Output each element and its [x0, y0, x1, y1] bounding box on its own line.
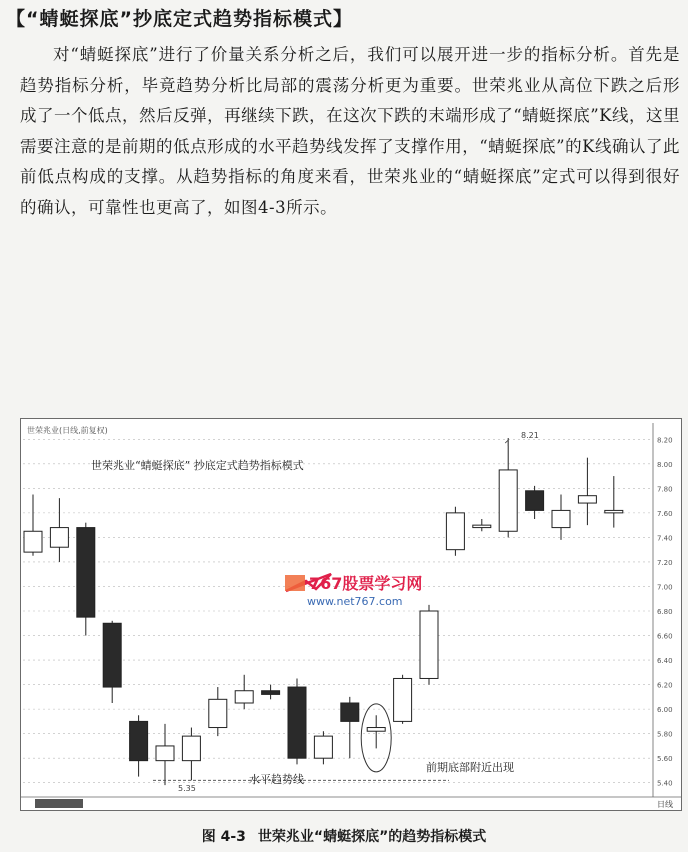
candle: [578, 458, 596, 525]
candle: [50, 498, 68, 562]
y-tick-label: 8.20: [657, 436, 673, 445]
watermark: [285, 574, 422, 608]
candle: [24, 494, 42, 555]
candle: [552, 494, 570, 539]
figure-4-3: [20, 418, 682, 811]
candle: [262, 685, 280, 700]
y-tick-label: 6.60: [657, 632, 673, 641]
candle: [314, 731, 332, 764]
y-tick-label: 6.40: [657, 657, 673, 666]
chart-title: 世荣兆业“蜻蜓探底” 抄底定式趋势指标模式: [91, 459, 304, 472]
chart-grid: [23, 439, 653, 782]
candle-body-up: [209, 699, 227, 727]
candle: [182, 728, 200, 781]
candle: [156, 724, 174, 785]
candle-body-up: [552, 510, 570, 527]
candle-body-up: [499, 470, 517, 531]
y-tick-label: 5.60: [657, 755, 673, 764]
y-tick-label: 6.00: [657, 706, 673, 715]
y-tick-label: 7.60: [657, 509, 673, 518]
y-tick-label: 8.00: [657, 460, 673, 469]
candle: [130, 715, 148, 776]
candle-body-down: [288, 687, 306, 758]
y-tick-label: 6.80: [657, 608, 673, 616]
candle: [77, 523, 95, 636]
body-paragraph: 对“蜻蜓探底”进行了价量关系分析之后，我们可以展开进一步的指标分析。首先是趋势指标分析，毕竟趋势分析比局部的震荡分析更为重要。世荣兆业从高位下跌之后形成了一个低点，然后反弹，再继续下跌，在这次下跌的末端形成了“蜻蜓探底”K线，这里需要注意的是前期的低点形成的水平趋势线发挥了支撑作用，“蜻蜓探底”的K线确认了此前低点构成的支撑。从趋势指标的角度来看，世荣兆业的“蜻蜓探底”定式可以得到很好的确认，可靠性也更高了，如图4-3所示。: [20, 45, 680, 217]
prior-low-annotation: 前期底部附近出现: [426, 761, 514, 774]
caption-number: 图 4-3: [201, 829, 246, 845]
candle-body-up: [24, 531, 42, 552]
candle-body-down: [77, 528, 95, 618]
candle: [499, 438, 517, 537]
candle-body-down: [526, 491, 544, 511]
y-tick-label: 7.00: [657, 583, 673, 592]
low-price-label: 5.35: [178, 784, 196, 793]
scrollbar-thumb[interactable]: [35, 799, 83, 808]
candle: [367, 715, 385, 748]
candle: [605, 476, 623, 528]
candle-body-up: [182, 736, 200, 761]
candle-body-up: [473, 525, 491, 527]
candle-body-up: [394, 678, 412, 721]
watermark-logo-block: [285, 575, 305, 591]
period-label: 日线: [657, 800, 673, 809]
candle-body-down: [341, 703, 359, 721]
candle: [341, 697, 359, 758]
candle: [420, 605, 438, 685]
candle-body-down: [262, 691, 280, 695]
chart-small-header: 世荣兆业(日线,前复权): [27, 426, 108, 435]
y-tick-label: 7.40: [657, 534, 673, 543]
candle: [394, 675, 412, 724]
candle-body-up: [156, 746, 174, 761]
overlay-layer: [153, 440, 508, 780]
caption-text: 世荣兆业“蜻蜓探底”的趋势指标模式: [257, 829, 487, 845]
candle: [235, 675, 253, 709]
candle-body-up: [367, 728, 385, 732]
candle-body-up: [420, 611, 438, 678]
candle: [526, 486, 544, 519]
figure-caption: [0, 826, 688, 846]
high-price-label: 8.21: [521, 431, 539, 440]
candles-layer: [24, 438, 623, 785]
candle-body-down: [103, 623, 121, 687]
watermark-title: 767股票学习网: [309, 574, 423, 593]
candle: [209, 687, 227, 736]
candle: [446, 507, 464, 556]
y-axis: [21, 423, 681, 797]
candle-body-up: [446, 513, 464, 550]
candle: [473, 519, 491, 531]
section-heading: 【“蜻蜓探底”抄底定式趋势指标模式】: [6, 8, 353, 30]
candle-body-up: [605, 510, 623, 512]
candlestick-chart: [21, 419, 681, 810]
y-tick-label: 5.80: [657, 730, 673, 739]
candle: [288, 678, 306, 764]
candle: [103, 621, 121, 703]
candle-body-up: [50, 528, 68, 548]
candle-body-up: [314, 736, 332, 758]
candle-body-up: [235, 691, 253, 703]
candle-body-down: [130, 721, 148, 760]
y-tick-label: 7.80: [657, 485, 673, 494]
y-tick-label: 5.40: [657, 779, 673, 788]
y-tick-label: 7.20: [657, 558, 673, 567]
watermark-url: www.net767.com: [307, 595, 403, 608]
trendline-annotation: 水平趋势线: [249, 773, 304, 786]
y-tick-label: 6.20: [657, 681, 673, 690]
candle-body-up: [578, 496, 596, 503]
